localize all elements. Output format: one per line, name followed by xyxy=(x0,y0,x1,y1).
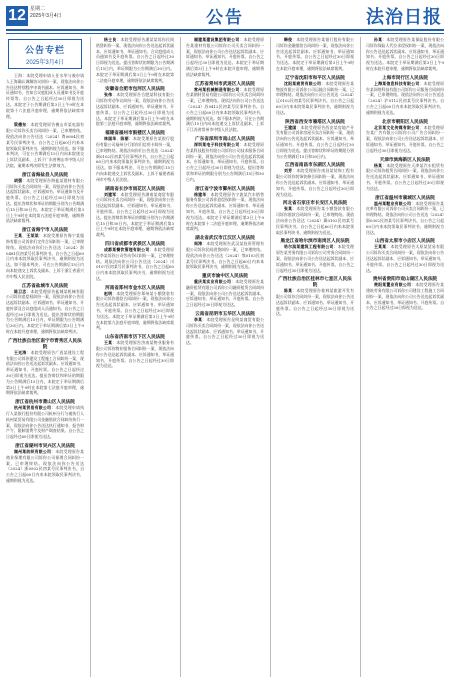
notice-court-title: 云南省昆明市五华区人民法院 xyxy=(195,311,255,317)
notice-body: 王建国：本院受理原告西安某房地产开发有限公司诉你房屋买卖合同纠纷一案，现依法向你公告送达起诉状副本、应诉通知书、举证通知书、开庭传票。自公告之日起经过30日即视为送达。提出答辩状和举证的期限分别为公告期满后15日和30日内。 xyxy=(276,124,354,159)
notice-court-title: 贵州省贵阳市观山湖区人民法院 xyxy=(372,276,438,282)
notice-court-title: 重庆市渝中区人民法院 xyxy=(202,273,248,279)
notice-body: 韩俊：本院受理原告某银行股份有限公司诉你金融借款合同纠纷一案，现依法向你公告送达起诉状副本、应诉通知书、举证通知书、开庭传票。自公告之日起经过30日即视为送达。本院定于举证期满后第3日上午9时在本院开庭审理，逾期将依法缺席裁判。 xyxy=(276,37,354,71)
notice-item xyxy=(186,186,264,233)
notice-body: 成都某餐饮管理有限公司：本院受理原告李某诉你公司劳动争议纠纷一案，已审理终结。现依法向你公司公告送达（2024）川0107民初某号民事判决书。自公告之日起60日内来本院领取民事判决书，逾期则视为送达。 xyxy=(96,246,174,281)
notice-item xyxy=(366,195,444,236)
notice-court-title: 浙江省湖州市吴兴区人民法院 xyxy=(15,443,75,449)
notice-body: 林国华、陈丽：本院受理原告某银行股份有限公司福州分行诉你们信用卡纠纷一案，已审理终结。现依法向你们公告送达（2024）闽0102民初某号民事判决书。自公告之日起60日内来本院领取民事判决书，逾期则视为送达。如不服本判决，可在公告期满后15日内向本院递交上诉状及副本，上诉于福建省福州市中级人民法院。 xyxy=(96,136,174,182)
notice-body: 周涛：本院受理原告武汉某投资管理有限公司诉你民间借贷纠纷一案，已审理终结。现依法向你公告送达（2024）鄂0103民初某号民事判决书。自公告之日起60日内来本院领取民事判决书，逾期则视为送达。 xyxy=(186,241,264,270)
notice-body: 刘芳：本院受理原告南昌某装饰工程有限公司诉你装饰装修合同纠纷一案，现依法向你公告送达起诉状副本、应诉通知书、举证通知书、开庭传票。自公告之日起经过30日即视为送达。 xyxy=(276,168,354,197)
newspaper-logo: 法治日报 xyxy=(366,7,442,28)
notice-body: 湖州某纺织有限公司：本院受理原告某商业保理有限公司诉你公司保理合同纠纷一案，已审理终结。现依法向你公告送达（2024）浙0502民初某号民事判决书。自公告之日起60日内来本院领取民事判决书，逾期则视为送达。 xyxy=(6,449,84,484)
notice-body: 王某：本院受理原告济南某物业服务有限公司诉你物业服务合同纠纷一案，现依法向你公告送达起诉状副本、应诉通知书、举证通知书、开庭传票。自公告之日起经过30日即视为送达。 xyxy=(96,340,174,369)
notice-court-title: 上海市闵行区人民法院 xyxy=(382,74,428,80)
header-rule xyxy=(6,29,444,31)
notice-body: 王光涛：本院受理原告广西某建设工程有限公司诉你建设工程施工合同纠纷一案，现依法向你公告送达起诉状副本、应诉通知书、举证通知书、开庭传票。自公告之日起经过30日即视为送达。提出答辩状和举证的期限为公告期满后15日内。本院定于举证期满后第3日上午9时在本院第七法庭开庭审理，逾期将依法缺席裁判。 xyxy=(6,349,84,396)
notice-body: 杨士良：本院受理原告潘某某诉你民间借贷纠纷一案，现依法向你公告送达起诉状副本、应诉通知书、举证通知书、合议庭组成人员通知书及开庭传票。自公告之日起经过30日即视为送达。提出答辩状的期限为公告期满后15日内，举证期限为公告期满后30日内。本院定于举证期满后第3日上午9时在本院第二法庭开庭审理，逾期将依法缺席裁判。 xyxy=(96,37,174,83)
notice-court-title: 河北省石家庄市长安区人民法院 xyxy=(282,200,348,206)
date-block xyxy=(30,6,62,20)
notice-court-title: 广东省深圳市南山区人民法院 xyxy=(195,135,255,141)
notice-item xyxy=(96,37,174,83)
notice-item xyxy=(186,311,264,346)
header-rule-thin xyxy=(6,33,444,34)
notice-body: 王某某：本院受理原告太原某贸易有限公司诉你买卖合同纠纷一案，现依法向你公告送达起诉状副本、应诉通知书、举证通知书、开庭传票。自公告之日起经过30日即视为送达。 xyxy=(366,244,444,273)
notice-body: 陈某：本院受理原告桂林某旅游开发有限公司诉你合同纠纷一案，现依法向你公告送达起诉状副本、应诉通知书、举证通知书、开庭传票。自公告之日起经过30日即视为送达。 xyxy=(276,288,354,317)
notice-columns xyxy=(6,37,444,677)
notice-body: 徐建华：本院受理原告宁波某汽车销售服务有限公司诉你追偿权纠纷一案，现依法向你公告送达起诉状副本、应诉通知书、举证通知书、开庭传票。自公告之日起经过30日即视为送达。本院定于举证期满后第3日上午9时在本院第十二法庭开庭审理，逾期将依法缺席裁判。 xyxy=(186,191,264,232)
notice-body: 李某：本院受理原告昆明某商贸有限公司诉你买卖合同纠纷一案，现依法向你公告送达起诉状副本、应诉通知书、举证通知书、开庭传票。自公告之日起经过30日即视为送达。 xyxy=(186,317,264,346)
notice-item xyxy=(186,136,264,183)
notice-court-title: 山西省太原市小店区人民法院 xyxy=(375,238,435,244)
notice-item xyxy=(366,119,444,154)
notice-column xyxy=(270,37,354,677)
column-title: 公告专栏 xyxy=(24,45,65,55)
notice-item xyxy=(276,75,354,116)
notice-item xyxy=(96,86,174,127)
notice-court-title: 安徽省合肥市包河区人民法院 xyxy=(105,86,165,92)
notice-court-title: 辽宁省沈阳市和平区人民法院 xyxy=(285,74,345,80)
notice-body: 杭州某贸易有限公司：本院受理申请执行人某银行股份有限公司杭州分行与被执行人杭州某贸易有限公司金融借款合同纠纷执行一案，现依法向你公告送达执行通知书、报告财产令、限制消费令及财产调查结果。自公告之日起经过60日即视为送达。 xyxy=(6,405,84,440)
notice-item xyxy=(6,172,84,224)
notice-body: 重庆某实业有限公司：本院受理原告某融资租赁有限公司诉你公司融资租赁合同纠纷一案，现依法向你公司公告送达起诉状副本、应诉通知书、举证通知书、开庭传票。自公告之日起经过30日即视为送达。 xyxy=(186,279,264,308)
notice-court-title: 湖南省长沙市雨花区人民法院 xyxy=(105,185,165,191)
notice-item xyxy=(366,157,444,192)
notice-body: 孙某：本院受理原告某保险股份有限公司诉你保险人代位求偿权纠纷一案，现依法向你公告送达起诉状副本、应诉通知书、举证通知书、开庭传票。自公告之日起经过30日即视为送达。本院定于举证期满后第3日上午9时在本院开庭审理，逾期将依法缺席裁判。 xyxy=(366,37,444,71)
notice-item xyxy=(276,200,354,235)
notice-body: 北京某文化传媒有限公司：本院受理原告某广告有限公司诉你公司广告合同纠纷一案，现依法向你公司公告送达起诉状副本、应诉通知书、举证通知书、开庭传票。自公告之日起经过30日即视为送达。 xyxy=(366,124,444,153)
notice-item xyxy=(6,338,84,396)
notice-item xyxy=(276,37,354,72)
notice-body: 沈阳某商贸有限公司：本院受理原告某物流有限公司诉你公司运输合同纠纷一案，已审理终结。现依法向你公司公告送达（2024）辽0102民初某号民事判决书。自公告之日起60日内来本院领取民事判决书，逾期则视为送达。 xyxy=(276,80,354,115)
notice-court-title: 北京市朝阳区人民法院 xyxy=(382,118,428,124)
notice-body: 胡强：本院受理原告海盐某建材有限公司诉你买卖合同纠纷一案，现依法向你公告送达起诉状副本、应诉通知书、举证通知书及开庭传票。自公告之日起经过30日即视为送达。提出答辩状和举证的期限分别为公告期满后15日和30日内。本院定于举证期满后第3日上午9时在本院第五法庭开庭审理，逾期将依法缺席裁判。 xyxy=(6,177,84,224)
notice-court-title: 黑龙江省哈尔滨市南岗区人民法院 xyxy=(280,238,350,244)
notice-item xyxy=(276,119,354,160)
notice-item xyxy=(276,276,354,317)
notice-item xyxy=(276,238,354,273)
notice-item xyxy=(186,81,264,133)
notice-item xyxy=(6,73,84,119)
notice-court-title: 江西省南昌市东湖区人民法院 xyxy=(285,162,345,168)
notice-court-title: 江苏省常州市武进区人民法院 xyxy=(195,80,255,86)
notice-item xyxy=(366,238,444,273)
notice-item xyxy=(6,227,84,279)
notice-court-title: 四川省成都市武侯区人民法院 xyxy=(105,240,165,246)
notice-body: 福建某建设集团有限公司：本院受理原告某建材有限公司诉你公司买卖合同纠纷一案，现依法向你公司公告送达起诉状副本、应诉通知书、举证通知书、开庭传票。自公告之日起经过30日即视为送达。本院定于举证期满后第3日上午9时在本院开庭审理，逾期将依法缺席裁判。 xyxy=(186,37,264,77)
notice-court-title: 山东省济南市历下区人民法院 xyxy=(105,334,165,340)
notice-court-title: 天津市滨海新区人民法院 xyxy=(379,156,431,162)
notice-column xyxy=(360,37,444,677)
date-text: 2025年3月4日 xyxy=(30,13,62,19)
notice-item xyxy=(6,399,84,440)
notice-column xyxy=(180,37,264,677)
notice-body: 张伟：本院受理原告合肥某科技有限公司诉你劳动争议纠纷一案，现依法向你公告送达起诉状副本、应诉通知书、举证通知书、开庭传票。自公告之日起经过30日即视为送达。本院定于举证期满后第3日上午9时在本院第三法庭开庭审理，逾期将依法缺席裁判。 xyxy=(96,92,174,127)
notice-court-title: 浙江省海宁市人民法院 xyxy=(22,227,68,233)
notice-item xyxy=(96,285,174,332)
notice-court-title: 陕西省西安市雁塔区人民法院 xyxy=(285,118,345,124)
notice-item xyxy=(96,130,174,182)
notice-column xyxy=(90,37,174,677)
column-header xyxy=(8,39,82,69)
notice-body: 王某、王某某：本院受理原告海宁某服饰有限公司诉你们定作合同纠纷一案，已审理终结。现依法向你们公告送达（2024）浙0481民初某号民事判决书。自公告之日起60日内来本院领取民事判决书，逾期则视为送达。如不服本判决，可在公告期满后15日内向本院递交上诉状及副本，上诉于浙江省嘉兴市中级人民法院。 xyxy=(6,233,84,279)
notice-body: 哈尔滨某建筑工程有限公司：本院受理原告某劳务有限公司诉你公司劳务合同纠纷一案，现依法向你公司公告送达起诉状副本、应诉通知书、举证通知书、开庭传票。自公告之日起经过30日即视为送达。 xyxy=(276,244,354,273)
notice-item xyxy=(366,75,444,116)
notice-court-title: 广西壮族自治区桂林市七星区人民法院 xyxy=(278,276,352,288)
notice-body: 梁德东：本院受理原告佛山市某电器有限公司诉你买卖合同纠纷一案，已审理终结。现依法向你公告送达（2024）粤0604民初某号民事判决书。自公告之日起60日内来本院领取民事判决书，逾期则视为送达。如不服本判决，可在公告期满后15日内向本院递交上诉状及副本，上诉于广东省佛山市中级人民法院。逾期本判决即发生法律效力。 xyxy=(6,122,84,168)
notice-item xyxy=(186,273,264,308)
notice-item xyxy=(366,276,444,311)
notice-body: 王海：本院受理申请人任水华与被申请人王海确认调解协议纠纷一案，现依法向你公告送达特别程序申请书副本、应诉通知书、举证通知书、告知合议庭组成人员通知书及开庭传票等。自公告之日起经过30日即视为送达。本院定于公告期满后第3日上午9时在本院第十六法庭开庭审理，逾期将依法缺席审理。 xyxy=(6,73,84,119)
section-title: 公告 xyxy=(206,8,244,27)
notice-body: 刘建军：本院受理原告湖南某商贸有限公司诉你买卖合同纠纷一案，现依法向你公告送达起诉状副本、应诉通知书、举证通知书、开庭传票。自公告之日起经过30日即视为送达。提出答辩状和举证的期限分别为公告期满后15日和30日内。本院定于举证期满后第3日上午9时在本院开庭审理，逾期将依法缺席裁判。 xyxy=(96,191,174,238)
notice-body: 陈卫忠：本院受理原告盐城某机械有限公司诉你追偿权纠纷一案，现依法向你公告送达起诉状副本、应诉通知书、举证通知书、开庭传票及合议庭组成人员通知书。自公告之日起经过30日即视为送达。提出答辩状的期限为公告期满后15日内，举证期限为公告期满后30日内。本院定于举证期满后第3日上午9时在本院开庭审理，逾期将依法缺席判决。 xyxy=(6,288,84,335)
notice-item xyxy=(186,235,264,270)
notice-item xyxy=(6,443,84,484)
notice-court-title: 湖北省武汉市江汉区人民法院 xyxy=(195,235,255,241)
notice-court-title: 浙江省杭州市萧山区人民法院 xyxy=(15,399,75,405)
notice-item xyxy=(366,37,444,72)
notice-body: 张某：本院受理原告某小额贷款有限公司诉你借款合同纠纷一案，已审理终结。现依法向你公告送达（2024）冀0102民初某号民事判决书。自公告之日起60日内来本院领取民事判决书，逾期则视为送达。 xyxy=(276,206,354,235)
notice-body: 杨某：本院受理原告天津某汽车租赁有限公司诉你租赁合同纠纷一案，现依法向你公告送达起诉状副本、应诉通知书、举证通知书、开庭传票。自公告之日起经过30日即视为送达。 xyxy=(366,162,444,191)
notice-body: 深圳某电子科技有限公司：本院受理原告某科技股份有限公司诉你公司技术服务合同纠纷一案，现依法向你公司公告送达起诉状副本、应诉通知书、举证通知书、开庭传票。自公告之日起经过30日即视为送达。提出答辩状和举证的期限分别为公告期满后15日和30日内。 xyxy=(186,141,264,182)
notice-item xyxy=(6,122,84,168)
notice-item xyxy=(6,283,84,335)
notice-court-title: 江苏省盐城市人民法院 xyxy=(22,282,68,288)
notice-court-title: 浙江省宁波市鄞州区人民法院 xyxy=(195,185,255,191)
notice-body: 上海某信息科技有限公司：本院受理原告某网络科技有限公司诉你公司服务合同纠纷一案，已审理终结。现依法向你公司公告送达（2024）沪0112民初某号民事判决书。自公告之日起60日内来本院领取民事判决书，逾期则视为送达。 xyxy=(366,80,444,115)
notice-item xyxy=(96,241,174,282)
notice-court-title: 浙江省温州市鹿城区人民法院 xyxy=(375,194,435,200)
column-date: 2025年3月4日 xyxy=(25,60,65,66)
notice-body: 赵明：本院受理原告郑州某小额贷款有限公司诉你借款合同纠纷一案，现依法向你公告送达起诉状副本、应诉通知书、举证通知书、开庭传票。自公告之日起经过30日即视为送达。本院定于举证期满后第3日上午9时在本院第九法庭开庭审理，逾期将依法缺席裁判。 xyxy=(96,290,174,331)
notice-court-title: 福建省福州市鼓楼区人民法院 xyxy=(105,130,165,136)
notice-court-title: 广西壮族自治区南宁市青秀区人民法院 xyxy=(8,337,82,349)
notice-column xyxy=(6,37,84,677)
notice-court-title: 河南省郑州市金水区人民法院 xyxy=(105,284,165,290)
notice-body: 贵阳某置业有限公司：本院受理原告某建筑劳务有限公司诉你公司建设工程施工合同纠纷一案，现依法向你公司公告送达起诉状副本、应诉通知书、举证通知书、开庭传票。自公告之日起经过30日即视为送达。 xyxy=(366,282,444,311)
notice-item xyxy=(96,186,174,238)
notice-body: 温州某鞋业有限公司：本院受理原告某皮革有限公司诉你公司买卖合同纠纷一案，已审理终结。现依法向你公司公告送达（2024）浙0302民初某号民事判决书。自公告之日起60日内来本院领取民事判决书，逾期则视为送达。 xyxy=(366,200,444,235)
page-number: 12 xyxy=(6,6,28,26)
notice-court-title: 浙江省海盐县人民法院 xyxy=(22,171,68,177)
notice-body: 常州某机械制造有限公司：本院受理原告某钢材贸易有限公司诉你公司买卖合同纠纷一案，已审理终结。现依法向你公司公告送达（2024）苏0412民初某号民事判决书。自公告之日起60日内来本院领取民事判决书，逾期则视为送达。如不服本判决，可在公告期满后15日内向本院递交上诉状及副本，上诉于江苏省常州市中级人民法院。 xyxy=(186,86,264,133)
notice-item xyxy=(276,162,354,197)
weekday-text: 星期二 xyxy=(30,6,46,12)
notice-item xyxy=(186,37,264,78)
notice-item xyxy=(96,334,174,369)
